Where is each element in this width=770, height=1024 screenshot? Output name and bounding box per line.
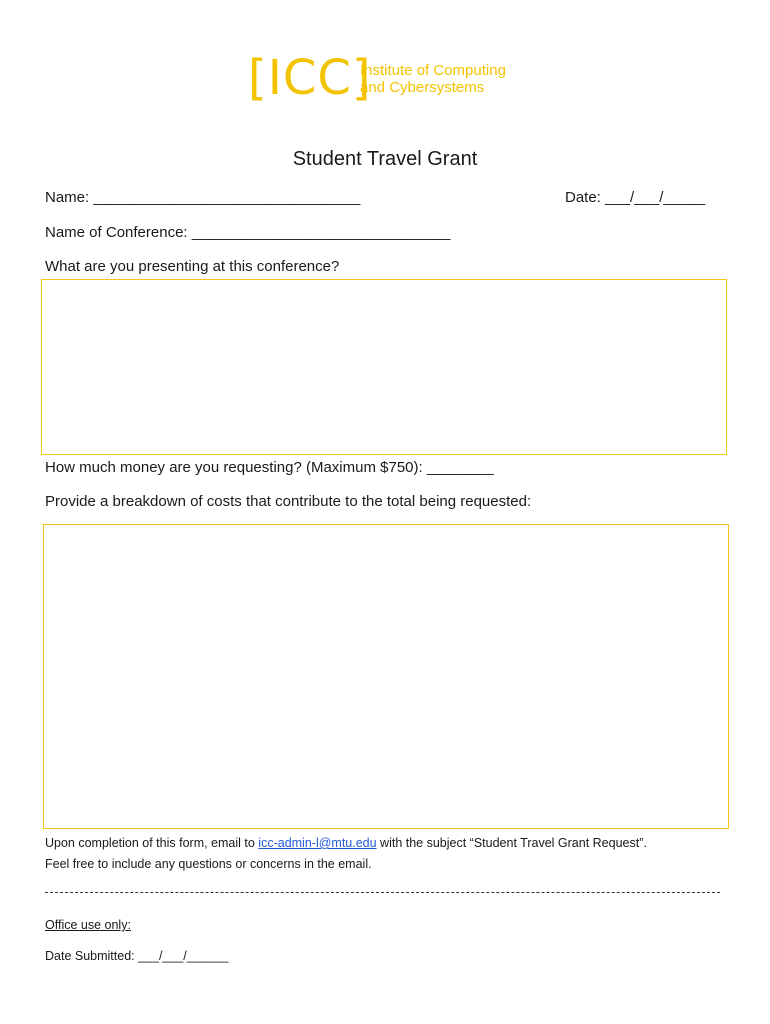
- email-link[interactable]: icc-admin-l@mtu.edu: [258, 836, 377, 850]
- completion-suffix: with the subject “Student Travel Grant Request”.: [376, 836, 647, 850]
- breakdown-question: Provide a breakdown of costs that contribute to the total being requested:: [45, 493, 532, 510]
- office-use-heading: Office use only:: [45, 918, 131, 932]
- completion-instructions: [45, 836, 647, 850]
- logo-mark: [ICC]: [248, 50, 372, 106]
- presenting-question: What are you presenting at this conference?: [45, 258, 340, 275]
- date-submitted-field[interactable]: Date Submitted: ___/___/______: [45, 949, 229, 963]
- presenting-answer-box[interactable]: [41, 279, 727, 455]
- logo-text: [360, 62, 550, 96]
- form-title: Student Travel Grant: [292, 148, 478, 170]
- feel-free-note: Feel free to include any questions or concerns in the email.: [45, 857, 372, 871]
- completion-prefix: Upon completion of this form, email to: [45, 836, 259, 850]
- divider: [45, 892, 720, 893]
- logo-line-2: and Cybersystems: [360, 79, 485, 96]
- conference-field[interactable]: Name of Conference: _______________________________: [45, 224, 451, 241]
- date-field[interactable]: Date: ___/___/_____: [565, 189, 706, 206]
- money-field[interactable]: How much money are you requesting? (Maximum $750): ________: [45, 459, 494, 476]
- logo-line-1: Institute of Computing: [360, 62, 506, 79]
- name-field[interactable]: Name: ________________________________: [45, 189, 361, 206]
- breakdown-answer-box[interactable]: [43, 524, 729, 829]
